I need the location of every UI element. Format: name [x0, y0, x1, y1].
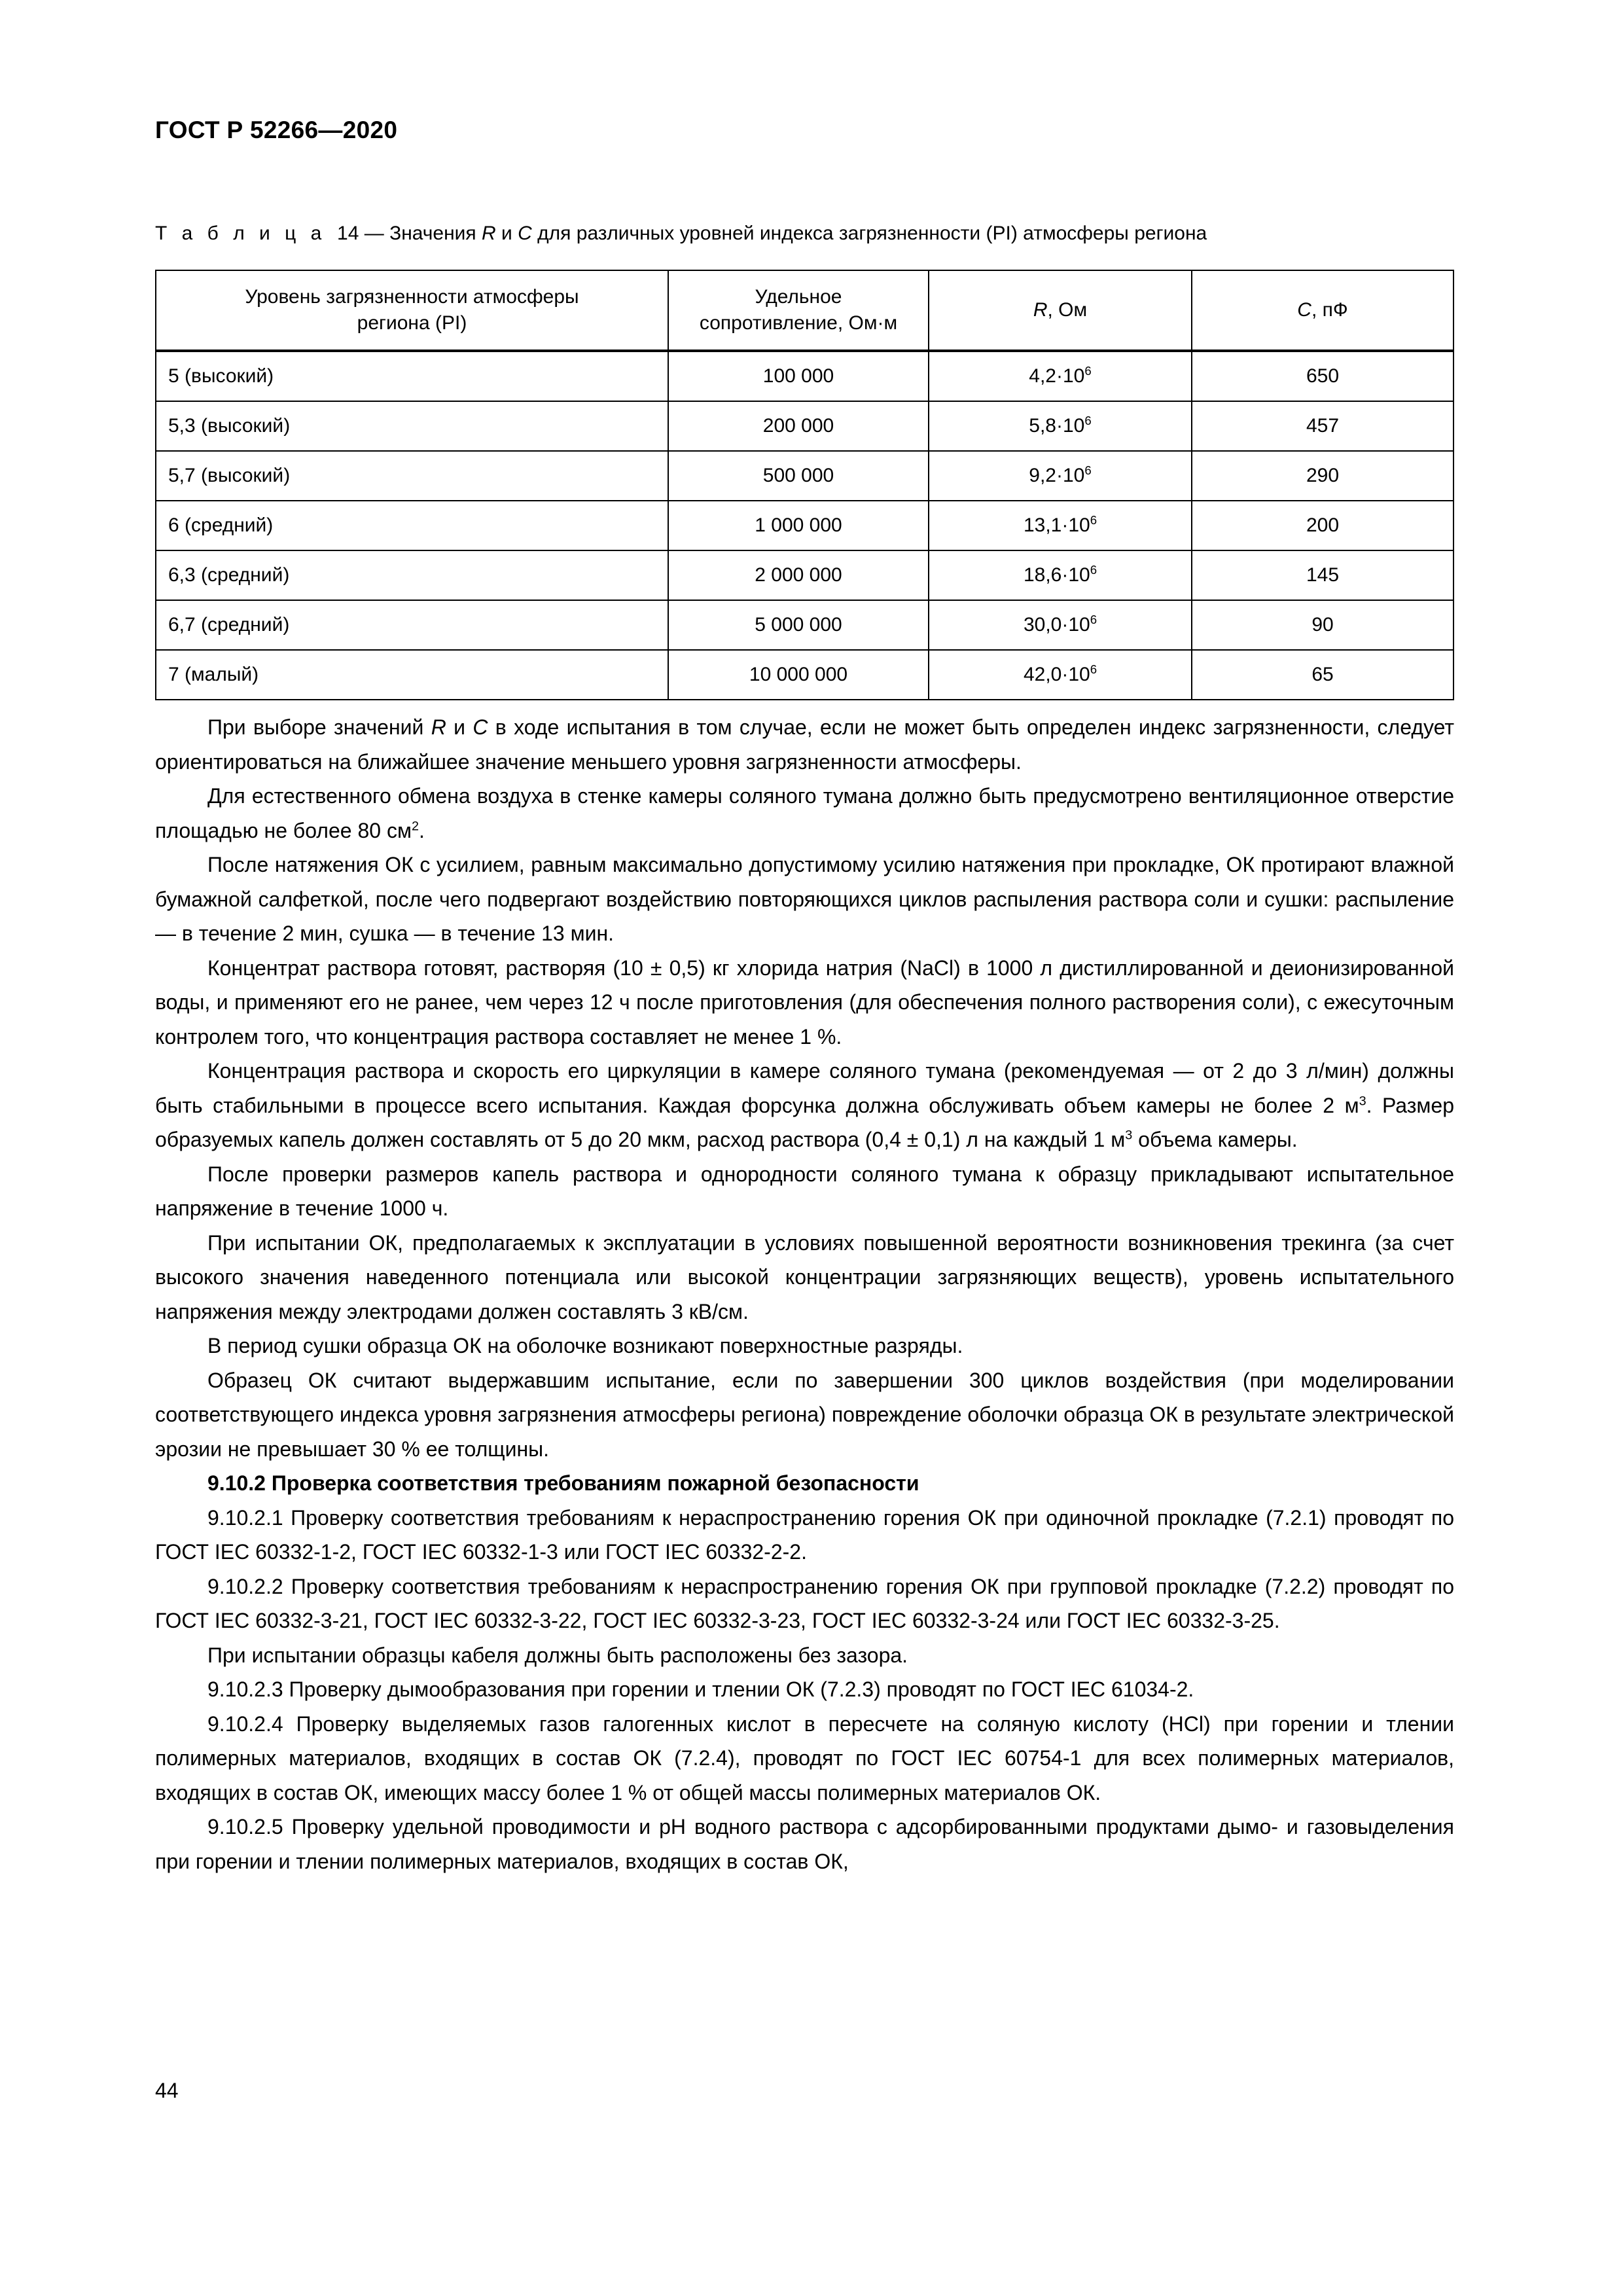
column-header-line2: сопротивление, Ом·м: [699, 312, 898, 334]
p1-text-b: и: [446, 715, 473, 739]
paragraph-9-10-2-5: 9.10.2.5 Проверку удельной проводимости и pH водного раствора с адсорбированными продуктами дымо- и газовыделения при горении и тлении полимерных материалов, входящих в состав ОК,: [155, 1815, 1454, 1873]
p2-text-a: Для естественного обмена воздуха в стенке камеры соляного тумана должно быть предусмотрено вентиляционное отверстие площадью не более 80 см: [155, 784, 1454, 842]
column-header-resistance: [929, 270, 1192, 351]
p1-var-c: C: [473, 715, 488, 739]
cell-resistivity: 5 000 000: [668, 600, 929, 650]
p5-superscript-2: 3: [1125, 1128, 1133, 1143]
p1-text-d: в ходе испытания в том случае, если не может быть определен индекс загрязненности, следует ориентироваться на ближайшее значение меньшего уровня загрязненности атмосферы.: [155, 715, 1455, 774]
p2-superscript: 2: [411, 818, 419, 833]
resistance-exponent: 6: [1090, 513, 1097, 527]
cell-pollution-level: 6,3 (средний): [156, 550, 668, 600]
column-header-resistivity: [668, 270, 929, 351]
cell-pollution-level: 5,7 (высокий): [156, 451, 668, 501]
table-body: [156, 351, 1454, 700]
table-row: [156, 351, 1454, 401]
cell-capacitance: 145: [1192, 550, 1454, 600]
table-caption-var-r: R: [482, 223, 496, 244]
paragraph-9-10-2-3: 9.10.2.3 Проверку дымообразования при горении и тлении ОК (7.2.3) проводят по ГОСТ IEC 61034-2.: [207, 1677, 1194, 1701]
paragraph-1: [155, 710, 1454, 779]
cell-resistance: [929, 600, 1192, 650]
column-header-var-r: R: [1033, 299, 1048, 321]
resistance-mantissa: 4,2·10: [1029, 365, 1085, 387]
table-row: [156, 401, 1454, 451]
table-caption-text-1: Значения: [389, 223, 476, 244]
p1-text-a: При выборе значений: [207, 715, 431, 739]
cell-resistivity: 2 000 000: [668, 550, 929, 600]
cell-resistance: [929, 501, 1192, 550]
body-text: [155, 710, 1454, 1878]
p5-superscript-1: 3: [1359, 1093, 1366, 1108]
cell-resistivity: 200 000: [668, 401, 929, 451]
resistance-exponent: 6: [1084, 414, 1092, 427]
table-row: [156, 501, 1454, 550]
column-header-capacitance: [1192, 270, 1454, 351]
paragraph-12: При испытании образцы кабеля должны быть расположены без зазора.: [207, 1643, 908, 1667]
p5-text-b: . Размер образуемых капель должен составлять от 5 до 20 мкм, расход раствора (0,4 ± 0,1) л на каждый 1 м: [155, 1093, 1455, 1151]
paragraph-9-10-2-4: 9.10.2.4 Проверку выделяемых газов галогенных кислот в пересчете на соляную кислоту (HCl) при горении и тлении полимерных материалов, входящих в состав ОК (7.2.4), проводят по ГОСТ IEC 60754-1 для всех полимерных материалов, входящих в состав ОК, имеющих массу более 1 % от общей массы полимерных материалов ОК.: [155, 1712, 1455, 1804]
cell-capacitance: 290: [1192, 451, 1454, 501]
cell-resistance: [929, 650, 1192, 700]
column-header-line2: региона (PI): [357, 312, 467, 334]
table-caption-var-c: C: [518, 223, 532, 244]
table-row: [156, 451, 1454, 501]
table-caption-dash: —: [364, 223, 384, 244]
cell-pollution-level: 5,3 (высокий): [156, 401, 668, 451]
cell-resistance: [929, 401, 1192, 451]
table-caption-number: 14: [337, 223, 359, 244]
cell-pollution-level: 6,7 (средний): [156, 600, 668, 650]
resistance-mantissa: 9,2·10: [1029, 465, 1085, 486]
resistance-exponent: 6: [1090, 563, 1097, 577]
paragraph-4: Концентрат раствора готовят, растворяя (10 ± 0,5) кг хлорида натрия (NaCl) в 1000 л дистиллированной и деионизированной воды, и применяют его не ранее, чем через 12 ч после приготовления (для обеспечения полного растворения соли), с ежесуточным контролем того, что концентрация раствора составляет не менее 1 %.: [155, 956, 1454, 1049]
table-caption-text-2: для различных уровней индекса загрязненности (PI) атмосферы региона: [537, 223, 1207, 244]
cell-resistivity: 10 000 000: [668, 650, 929, 700]
table-caption: [155, 223, 1207, 245]
cell-resistivity: 1 000 000: [668, 501, 929, 550]
resistance-exponent: 6: [1090, 662, 1097, 676]
table-header-row-group: [156, 270, 1454, 351]
resistance-exponent: 6: [1084, 463, 1092, 477]
column-header-pollution-level: [156, 270, 668, 351]
paragraph-3: После натяжения ОК с усилием, равным максимально допустимому усилию натяжения при прокладке, ОК протирают влажной бумажной салфеткой, после чего подвергают воздействию повторяющихся циклов распыления раствора соли и сушки: распыление — в течение 2 мин, сушка — в течение 13 мин.: [155, 853, 1454, 945]
paragraph-6: После проверки размеров капель раствора и однородности соляного тумана к образцу прикладывают испытательное напряжение в течение 1000 ч.: [155, 1162, 1454, 1220]
cell-pollution-level: 7 (малый): [156, 650, 668, 700]
paragraph-9-10-2-2: 9.10.2.2 Проверку соответствия требованиям к нераспространению горения ОК при групповой прокладке (7.2.2) проводят по ГОСТ IEC 60332-3-21, ГОСТ IEC 60332-3-22, ГОСТ IEC 60332-3-23, ГОСТ IEC 60332-3-24 или ГОСТ IEC 60332-3-25.: [155, 1574, 1454, 1632]
table-header-row: [156, 270, 1454, 351]
paragraph-8: В период сушки образца ОК на оболочке возникают поверхностные разряды.: [207, 1334, 963, 1357]
table-row: [156, 600, 1454, 650]
table-row: [156, 550, 1454, 600]
p2-text-b: .: [418, 818, 425, 842]
column-header-line1: Удельное: [755, 286, 842, 308]
section-heading-9-10-2: 9.10.2 Проверка соответствия требованиям пожарной безопасности: [207, 1471, 919, 1495]
cell-pollution-level: 6 (средний): [156, 501, 668, 550]
cell-resistivity: 500 000: [668, 451, 929, 501]
paragraph-9: Образец ОК считают выдержавшим испытание, если по завершении 300 циклов воздействия (при моделировании соответствующего индекса уровня загрязнения атмосферы региона) повреждение оболочки образца ОК в результате электрической эрозии не превышает 30 % ее толщины.: [155, 1368, 1454, 1461]
cell-resistance: [929, 550, 1192, 600]
p1-var-r: R: [431, 715, 446, 739]
column-header-line1: Уровень загрязненности атмосферы: [245, 286, 579, 308]
cell-capacitance: 457: [1192, 401, 1454, 451]
paragraph-5: [155, 1054, 1454, 1157]
p5-text-a: Концентрация раствора и скорость его циркуляции в камере соляного тумана (рекомендуемая — от 2 до 3 л/мин) должны быть стабильными в процессе всего испытания. Каждая форсунка должна обслуживать объем камеры не более 2 м: [155, 1059, 1454, 1117]
resistance-mantissa: 30,0·10: [1023, 614, 1090, 636]
table-caption-and: и: [501, 223, 512, 244]
cell-resistance: [929, 351, 1192, 401]
cell-capacitance: 200: [1192, 501, 1454, 550]
paragraph-2: [155, 779, 1454, 848]
resistance-exponent: 6: [1084, 364, 1092, 378]
cell-pollution-level: 5 (высокий): [156, 351, 668, 401]
column-header-unit-ohm: , Ом: [1047, 299, 1088, 321]
standard-header: ГОСТ Р 52266—2020: [155, 117, 398, 143]
cell-capacitance: 90: [1192, 600, 1454, 650]
page-number: 44: [155, 2079, 179, 2102]
resistance-mantissa: 5,8·10: [1029, 415, 1085, 437]
resistance-mantissa: 18,6·10: [1023, 564, 1090, 586]
p5-text-c: объема камеры.: [1132, 1128, 1298, 1151]
resistance-mantissa: 13,1·10: [1023, 514, 1090, 536]
cell-capacitance: 650: [1192, 351, 1454, 401]
table-row: [156, 650, 1454, 700]
paragraph-7: При испытании ОК, предполагаемых к эксплуатации в условиях повышенной вероятности возникновения трекинга (за счет высокого значения наведенного потенциала или высокой концентрации загрязняющих веществ), уровень испытательного напряжения между электродами должен составлять 3 кВ/см.: [155, 1230, 1454, 1323]
resistance-exponent: 6: [1090, 613, 1097, 626]
column-header-unit-pf: , пФ: [1311, 299, 1348, 321]
table-caption-label: Т а б л и ц а: [155, 223, 327, 244]
resistance-mantissa: 42,0·10: [1023, 664, 1090, 685]
values-table: [155, 270, 1454, 700]
paragraph-9-10-2-1: 9.10.2.1 Проверку соответствия требованиям к нераспространению горения ОК при одиночной прокладке (7.2.1) проводят по ГОСТ IEC 60332-1-2, ГОСТ IEC 60332-1-3 или ГОСТ IEC 60332-2-2.: [155, 1505, 1454, 1564]
column-header-var-c: C: [1297, 299, 1311, 321]
cell-resistivity: 100 000: [668, 351, 929, 401]
cell-resistance: [929, 451, 1192, 501]
cell-capacitance: 65: [1192, 650, 1454, 700]
